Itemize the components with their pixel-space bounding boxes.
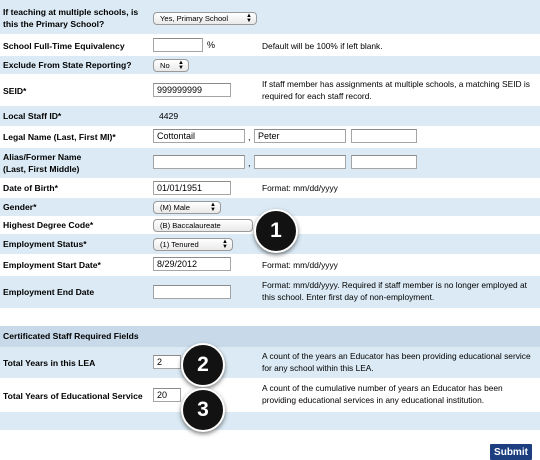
fte-input[interactable] [153, 38, 203, 52]
alias-label-line1: Alias/Former Name [3, 152, 82, 162]
seid-input[interactable]: 999999999 [153, 83, 231, 97]
spacer [0, 308, 540, 326]
years-lea-label: Total Years in this LEA [3, 358, 96, 368]
row-bottom [0, 412, 540, 430]
end-date-label: Employment End Date [3, 287, 95, 297]
dob-input[interactable]: 01/01/1951 [153, 181, 231, 195]
years-lea-input[interactable]: 2 [153, 355, 181, 369]
degree-value: (B) Baccalaureate [160, 221, 221, 230]
fte-note: Default will be 100% if left blank. [262, 41, 383, 51]
middle-initial-input[interactable] [351, 129, 417, 143]
gender-select[interactable] [153, 201, 221, 214]
local-id-label: Local Staff ID* [3, 111, 62, 121]
years-service-input[interactable]: 20 [153, 388, 181, 402]
start-date-label: Employment Start Date* [3, 260, 101, 270]
first-name-input[interactable]: Peter [254, 129, 346, 143]
certificated-section-title: Certificated Staff Required Fields [3, 331, 139, 341]
fte-label: School Full-Time Equivalency [3, 41, 125, 51]
updown-arrows-icon: ▲ ▼ [210, 201, 216, 213]
multi-school-label: If teaching at multiple schools, is this the Primary School? [3, 7, 139, 29]
end-date-note: Format: mm/dd/yyyy. Required if staff member is no longer employed at this school. Enter first day of non-employment. [262, 280, 528, 302]
legal-name-label: Legal Name (Last, First MI)* [3, 132, 116, 142]
updown-arrows-icon: ▲ ▼ [178, 59, 184, 71]
callout-marker-3: 3 [181, 388, 225, 432]
callout-marker-1: 1 [254, 209, 298, 253]
dob-label: Date of Birth* [3, 183, 58, 193]
degree-select[interactable] [153, 219, 253, 232]
alias-label-line2: (Last, First Middle) [3, 164, 80, 174]
start-date-input[interactable]: 8/29/2012 [153, 257, 231, 271]
gender-value: (M) Male [160, 203, 190, 212]
seid-note: If staff member has assignments at multiple schools, a matching SEID is required for each staff record. [262, 79, 530, 101]
start-date-note: Format: mm/dd/yyyy [262, 260, 338, 270]
exclude-select[interactable] [153, 59, 189, 72]
callout-marker-2: 2 [181, 343, 225, 387]
employment-status-value: (1) Tenured [160, 240, 199, 249]
alias-last-input[interactable] [153, 155, 245, 169]
years-service-note: A count of the cumulative number of years an Educator has been providing educational services in any educational institution. [262, 383, 503, 405]
exclude-value: No [160, 61, 170, 70]
alias-middle-input[interactable] [351, 155, 417, 169]
last-name-input[interactable]: Cottontail [153, 129, 245, 143]
end-date-input[interactable] [153, 285, 231, 299]
updown-arrows-icon: ▲ ▼ [246, 12, 252, 24]
row-local-id [0, 106, 540, 126]
exclude-label: Exclude From State Reporting? [3, 60, 132, 70]
alias-first-input[interactable] [254, 155, 346, 169]
multi-school-select[interactable] [153, 12, 257, 25]
submit-button[interactable]: Submit [490, 444, 532, 460]
degree-label: Highest Degree Code* [3, 220, 94, 230]
gender-label: Gender* [3, 202, 37, 212]
name-comma: , [248, 132, 251, 142]
seid-label: SEID* [3, 86, 27, 96]
alias-comma: , [248, 158, 251, 168]
dob-note: Format: mm/dd/yyyy [262, 183, 338, 193]
employment-status-label: Employment Status* [3, 239, 87, 249]
multi-school-value: Yes, Primary School [160, 14, 229, 23]
employment-status-select[interactable] [153, 238, 233, 251]
years-service-label: Total Years of Educational Service [3, 391, 143, 401]
fte-unit: % [207, 40, 216, 50]
updown-arrows-icon: ▲ ▼ [222, 238, 228, 250]
years-lea-note: A count of the years an Educator has been providing educational service for any school within this LEA. [262, 351, 531, 373]
local-id-value: 4429 [159, 111, 179, 121]
